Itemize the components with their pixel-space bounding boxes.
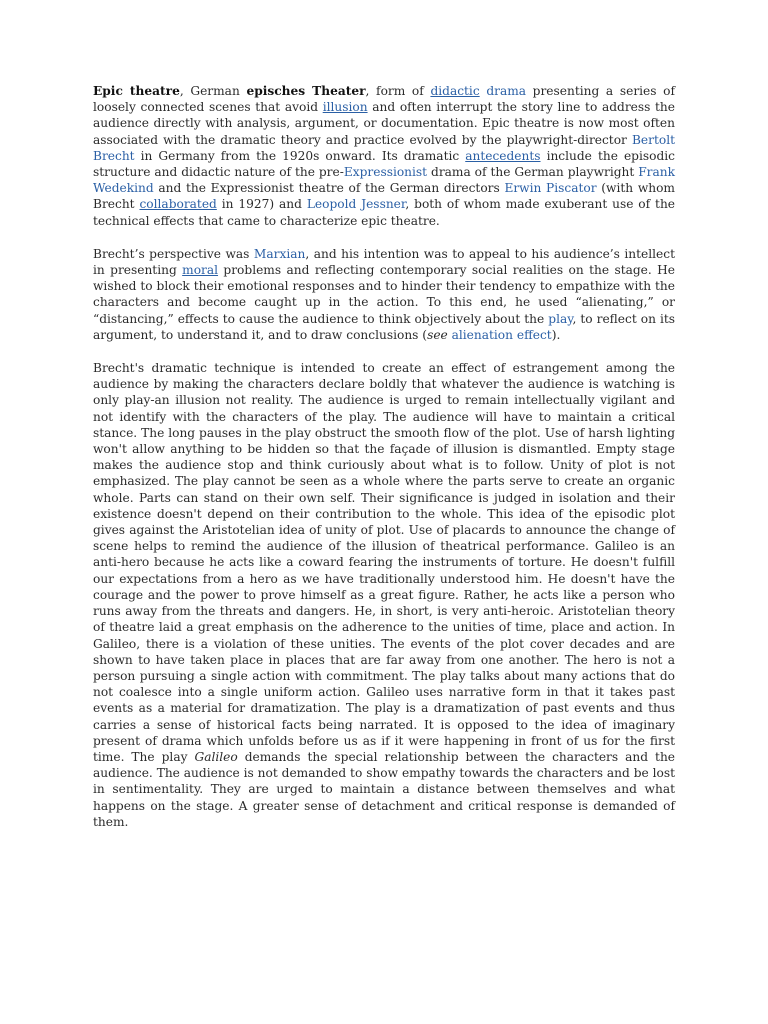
- text-segment: (with whom Brecht: [93, 181, 675, 212]
- text-segment: in Germany from the 1920s onward. Its dramatic: [134, 148, 466, 163]
- text-segment: presenting a series of loosely connected scenes that avoid: [93, 84, 676, 115]
- link-moral[interactable]: moral: [182, 263, 219, 278]
- text-segment: , German: [179, 84, 247, 98]
- text-segment: Brecht's dramatic technique is intended to create an effect of estrangement among the audience by making the characters declare boldly that whatever the audience is watching is only play-an illusion not reality. The audience is urged to remain intellectually vigilant and not identify with the characters of the play. The audience will have to maintain a critical stance. The long pauses in the play obstruct the smooth flow of the plot. Use of harsh lighting won't allow anything to be hidden so that the façade of illusion is dismantled. Empty stage makes the audience stop and think curiously about what is to follow. Unity of plot is not emphasized. The play cannot be seen as a whole where the parts serve to create an organic whole. Parts can stand on their own self. Their significance is judged in isolation and their existence doesn't depend on their contribution to the whole. This idea of the episodic plot gives against the Aristotelian idea of unity of plot. Use of placards to announce the change of scene helps to remind the audience of the illusion of theatrical performance. Galileo is an anti-hero because he acts like a coward fearing the instruments of torture. He doesn't fulfill our expectations from a hero as we have traditionally understood him. He doesn't have the courage and the power to prove himself as a great figure. Rather, he acts like a person who runs away from the threats and dangers. He, in short, is very anti-heroic. Aristotelian theory of theatre laid a great emphasis on the adherence to the unities of time, place and action. In Galileo, there is a violation of these unities. The events of the plot cover decades and are shown to have taken place in places that are far away from one another. The hero is not a person pursuing a single action with commitment. The play talks about many actions that do not coalesce into a single uniform action. Galileo uses narrative form in that it takes past events as a material for dramatization. The play is a dramatization of past events and thus carries a sense of historical facts being narrated. It is opposed to the idea of imaginary present of drama which unfolds before us as if it were happening in front of us for the first time. The play: [93, 361, 675, 764]
- text-segment: Brecht’s perspective was: [93, 246, 254, 261]
- term-epic-theatre: Epic theatre: [93, 84, 180, 98]
- text-segment: and the Expressionist theatre of the German directors: [153, 181, 505, 196]
- text-segment: drama of the German playwright: [427, 165, 639, 180]
- link-expressionist[interactable]: Expressionist: [343, 165, 428, 180]
- link-play[interactable]: play: [548, 311, 573, 326]
- link-illusion[interactable]: illusion: [322, 100, 368, 115]
- link-didactic[interactable]: didactic: [430, 84, 480, 98]
- link-erwin-piscator[interactable]: Erwin Piscator: [504, 181, 597, 196]
- link-drama[interactable]: drama: [486, 84, 527, 98]
- term-episches-theater: episches Theater: [246, 84, 366, 98]
- paragraph-dramatic-technique: [93, 360, 675, 830]
- link-alienation-effect[interactable]: alienation effect: [451, 327, 552, 342]
- text-segment: problems and reflecting contemporary social realities on the stage. He wished to block their emotional responses and to hinder their tendency to empathize with the characters and become caught up in the action. To this end, he used “alienating,” or “distancing,” effects to cause the audience to think objectively about the: [93, 263, 675, 326]
- link-marxian[interactable]: Marxian: [253, 246, 306, 261]
- document-page: [93, 83, 675, 847]
- text-segment: , to reflect on its argument, to understand it, and to draw conclusions (: [93, 311, 675, 342]
- text-segment: ).: [551, 327, 561, 342]
- paragraph-intro: [93, 83, 675, 229]
- title-galileo: Galileo: [194, 749, 238, 764]
- text-segment: in 1927) and: [216, 197, 307, 212]
- text-segment: demands the special relationship between the characters and the audience. The audience is not demanded to show empathy towards the characters and be lost in sentimentality. They are urged to maintain a distance between themselves and what happens on the stage. A greater sense of detachment and critical response is demanded of them.: [93, 749, 676, 829]
- link-collaborated[interactable]: collaborated: [139, 197, 217, 212]
- paragraph-brecht-perspective: [93, 246, 675, 343]
- link-bertolt-brecht[interactable]: Bertolt Brecht: [93, 132, 675, 163]
- link-leopold-jessner[interactable]: Leopold Jessner: [306, 197, 406, 212]
- see-reference: see: [427, 327, 448, 342]
- link-antecedents[interactable]: antecedents: [465, 148, 541, 163]
- text-segment: include the episodic structure and didactic nature of the pre-: [93, 148, 675, 180]
- text-segment: and often interrupt the story line to address the audience directly with analysis, argument, or documentation. Epic theatre is now most often associated with the dramatic theory and practice evolved by the playwright-director: [93, 100, 675, 147]
- link-frank-wedekind[interactable]: Frank Wedekind: [93, 165, 675, 196]
- text-segment: , and his intention was to appeal to his audience’s intellect in presenting: [93, 246, 675, 278]
- text-segment: , both of whom made exuberant use of the technical effects that came to characterize epic theatre.: [93, 197, 676, 228]
- text-segment: , form of: [365, 84, 431, 98]
